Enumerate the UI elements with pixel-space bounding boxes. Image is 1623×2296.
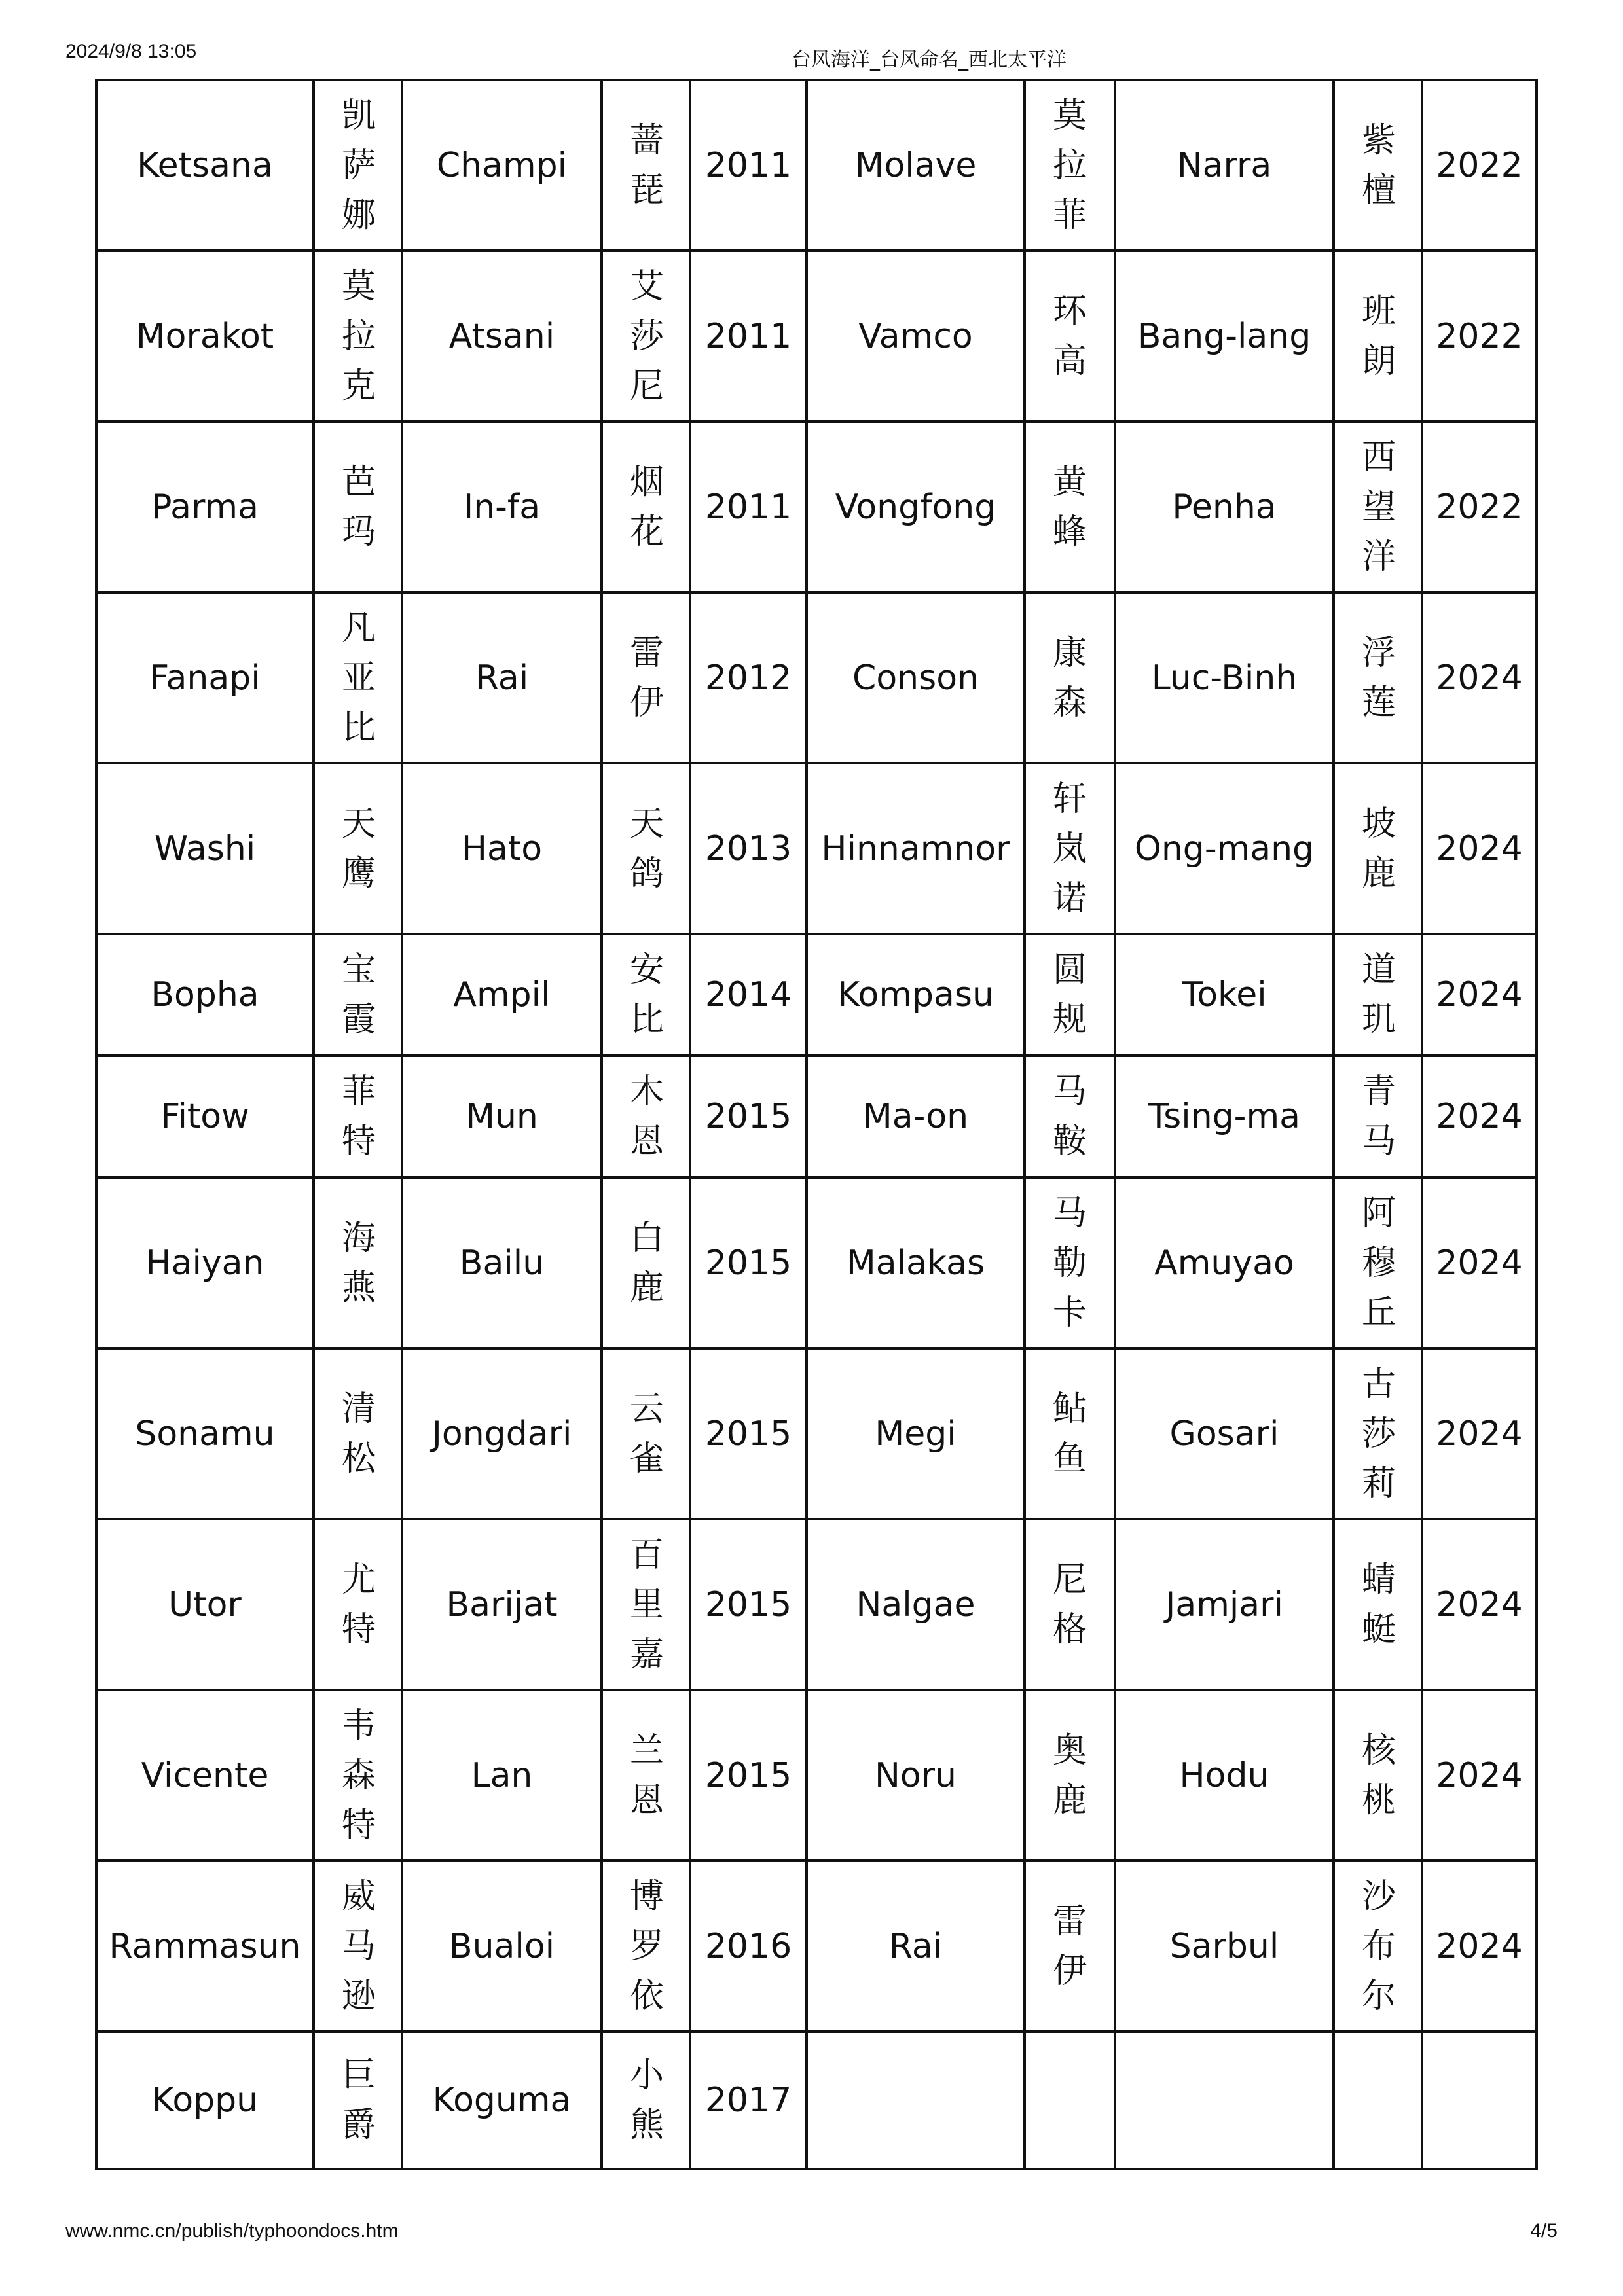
retired-year-cell: 2013 (690, 763, 807, 934)
table-row (96, 934, 1537, 1056)
name-zh-cell: 坡鹿 (1334, 763, 1422, 934)
table-row (96, 251, 1537, 422)
name-zh-cell: 威马逊 (314, 1861, 402, 2032)
retired-year-cell: 2011 (690, 422, 807, 592)
name-en-cell: Sonamu (96, 1348, 314, 1519)
name-zh-cell: 云雀 (602, 1348, 690, 1519)
name-zh-cell: 圆规 (1025, 934, 1115, 1056)
name-zh-cell: 青马 (1334, 1056, 1422, 1177)
name-zh-cell: 雷伊 (602, 592, 690, 763)
name-en-cell: Bailu (402, 1177, 602, 1348)
name-en-cell: Bang-lang (1115, 251, 1334, 422)
name-zh-cell: 核桃 (1334, 1690, 1422, 1861)
name-en-cell: Washi (96, 763, 314, 934)
name-zh-cell: 清松 (314, 1348, 402, 1519)
name-en-cell: Vamco (807, 251, 1025, 422)
table-row (96, 1177, 1537, 1348)
name-zh-cell: 巨爵 (314, 2032, 402, 2169)
name-en-cell: In-fa (402, 422, 602, 592)
table-row (96, 1861, 1537, 2032)
name-zh-cell: 凯萨娜 (314, 80, 402, 251)
name-zh-cell: 小熊 (602, 2032, 690, 2169)
name-en-cell: Bopha (96, 934, 314, 1056)
name-en-cell: Atsani (402, 251, 602, 422)
retired-year-cell: 2016 (690, 1861, 807, 2032)
table-row (96, 1348, 1537, 1519)
name-zh-cell: 沙布尔 (1334, 1861, 1422, 2032)
name-en-cell: Fanapi (96, 592, 314, 763)
name-en-cell: Koguma (402, 2032, 602, 2169)
name-zh-cell: 白鹿 (602, 1177, 690, 1348)
typhoon-names-table (95, 79, 1538, 2170)
name-en-cell: Champi (402, 80, 602, 251)
name-en-cell: Sarbul (1115, 1861, 1334, 2032)
name-en-cell: Ma-on (807, 1056, 1025, 1177)
name-en-cell: Jamjari (1115, 1519, 1334, 1690)
table-row (96, 592, 1537, 763)
table-row (96, 1056, 1537, 1177)
name-en-cell: Ong-mang (1115, 763, 1334, 934)
name-en-cell: Barijat (402, 1519, 602, 1690)
retired-year-cell: 2022 (1422, 251, 1537, 422)
name-en-cell: Bualoi (402, 1861, 602, 2032)
name-zh-cell: 紫檀 (1334, 80, 1422, 251)
name-en-cell: Hodu (1115, 1690, 1334, 1861)
name-en-cell: Narra (1115, 80, 1334, 251)
name-zh-cell (1334, 2032, 1422, 2169)
retired-year-cell: 2011 (690, 80, 807, 251)
name-en-cell: Mun (402, 1056, 602, 1177)
retired-year-cell: 2024 (1422, 934, 1537, 1056)
name-zh-cell: 兰恩 (602, 1690, 690, 1861)
table-row (96, 1519, 1537, 1690)
name-zh-cell: 海燕 (314, 1177, 402, 1348)
retired-year-cell: 2015 (690, 1690, 807, 1861)
name-en-cell (1115, 2032, 1334, 2169)
name-zh-cell: 尼格 (1025, 1519, 1115, 1690)
table-row (96, 1690, 1537, 1861)
name-zh-cell: 康森 (1025, 592, 1115, 763)
name-en-cell: Ketsana (96, 80, 314, 251)
name-zh-cell: 黄蜂 (1025, 422, 1115, 592)
name-en-cell: Morakot (96, 251, 314, 422)
name-zh-cell: 艾莎尼 (602, 251, 690, 422)
name-en-cell: Kompasu (807, 934, 1025, 1056)
name-en-cell: Jongdari (402, 1348, 602, 1519)
name-zh-cell: 雷伊 (1025, 1861, 1115, 2032)
name-en-cell: Molave (807, 80, 1025, 251)
name-zh-cell: 古莎莉 (1334, 1348, 1422, 1519)
name-en-cell: Rai (402, 592, 602, 763)
name-zh-cell: 莫拉克 (314, 251, 402, 422)
name-en-cell: Rammasun (96, 1861, 314, 2032)
retired-year-cell: 2015 (690, 1519, 807, 1690)
name-zh-cell: 奥鹿 (1025, 1690, 1115, 1861)
name-zh-cell: 马鞍 (1025, 1056, 1115, 1177)
name-zh-cell: 班朗 (1334, 251, 1422, 422)
print-timestamp: 2024/9/8 13:05 (65, 41, 197, 62)
retired-year-cell: 2015 (690, 1177, 807, 1348)
retired-year-cell: 2015 (690, 1056, 807, 1177)
table-row (96, 763, 1537, 934)
page-title: 台风海洋_台风命名_西北太平洋 (792, 48, 1067, 71)
name-en-cell: Utor (96, 1519, 314, 1690)
retired-year-cell: 2017 (690, 2032, 807, 2169)
name-en-cell: Ampil (402, 934, 602, 1056)
name-zh-cell: 马勒卡 (1025, 1177, 1115, 1348)
name-zh-cell: 莫拉菲 (1025, 80, 1115, 251)
table-row (96, 422, 1537, 592)
name-zh-cell: 木恩 (602, 1056, 690, 1177)
name-zh-cell: 安比 (602, 934, 690, 1056)
retired-year-cell: 2014 (690, 934, 807, 1056)
name-en-cell: Amuyao (1115, 1177, 1334, 1348)
name-zh-cell: 烟花 (602, 422, 690, 592)
page-number: 4/5 (1530, 2220, 1558, 2242)
retired-year-cell: 2022 (1422, 422, 1537, 592)
retired-year-cell: 2024 (1422, 1056, 1537, 1177)
name-en-cell: Hinnamnor (807, 763, 1025, 934)
name-en-cell: Koppu (96, 2032, 314, 2169)
name-en-cell: Nalgae (807, 1519, 1025, 1690)
retired-year-cell: 2024 (1422, 592, 1537, 763)
name-zh-cell: 韦森特 (314, 1690, 402, 1861)
retired-year-cell: 2024 (1422, 763, 1537, 934)
name-zh-cell: 轩岚诺 (1025, 763, 1115, 934)
name-en-cell: Malakas (807, 1177, 1025, 1348)
name-zh-cell (1025, 2032, 1115, 2169)
name-en-cell: Hato (402, 763, 602, 934)
name-zh-cell: 蜻蜓 (1334, 1519, 1422, 1690)
name-en-cell: Gosari (1115, 1348, 1334, 1519)
name-zh-cell: 浮莲 (1334, 592, 1422, 763)
page-url: www.nmc.cn/publish/typhoondocs.htm (65, 2220, 399, 2242)
name-zh-cell: 宝霞 (314, 934, 402, 1056)
name-zh-cell: 西望洋 (1334, 422, 1422, 592)
name-en-cell: Noru (807, 1690, 1025, 1861)
retired-year-cell: 2024 (1422, 1861, 1537, 2032)
table-row (96, 2032, 1537, 2169)
name-en-cell: Tsing-ma (1115, 1056, 1334, 1177)
retired-year-cell (1422, 2032, 1537, 2169)
name-zh-cell: 百里嘉 (602, 1519, 690, 1690)
name-zh-cell: 芭玛 (314, 422, 402, 592)
name-zh-cell: 阿穆丘 (1334, 1177, 1422, 1348)
name-zh-cell: 道玑 (1334, 934, 1422, 1056)
retired-year-cell: 2015 (690, 1348, 807, 1519)
name-en-cell: Conson (807, 592, 1025, 763)
name-zh-cell: 菲特 (314, 1056, 402, 1177)
retired-year-cell: 2022 (1422, 80, 1537, 251)
name-en-cell: Parma (96, 422, 314, 592)
name-en-cell: Luc-Binh (1115, 592, 1334, 763)
name-zh-cell: 环高 (1025, 251, 1115, 422)
name-en-cell: Vicente (96, 1690, 314, 1861)
name-en-cell: Haiyan (96, 1177, 314, 1348)
retired-year-cell: 2024 (1422, 1348, 1537, 1519)
name-zh-cell: 鲇鱼 (1025, 1348, 1115, 1519)
name-en-cell: Rai (807, 1861, 1025, 2032)
retired-year-cell: 2024 (1422, 1519, 1537, 1690)
name-en-cell: Fitow (96, 1056, 314, 1177)
name-en-cell (807, 2032, 1025, 2169)
name-zh-cell: 博罗依 (602, 1861, 690, 2032)
name-zh-cell: 凡亚比 (314, 592, 402, 763)
retired-year-cell: 2024 (1422, 1177, 1537, 1348)
name-zh-cell: 天鹰 (314, 763, 402, 934)
name-en-cell: Lan (402, 1690, 602, 1861)
name-en-cell: Tokei (1115, 934, 1334, 1056)
name-zh-cell: 天鸽 (602, 763, 690, 934)
name-en-cell: Vongfong (807, 422, 1025, 592)
retired-year-cell: 2024 (1422, 1690, 1537, 1861)
name-en-cell: Penha (1115, 422, 1334, 592)
name-en-cell: Megi (807, 1348, 1025, 1519)
table-row (96, 80, 1537, 251)
name-zh-cell: 尤特 (314, 1519, 402, 1690)
retired-year-cell: 2011 (690, 251, 807, 422)
retired-year-cell: 2012 (690, 592, 807, 763)
name-zh-cell: 蔷琵 (602, 80, 690, 251)
